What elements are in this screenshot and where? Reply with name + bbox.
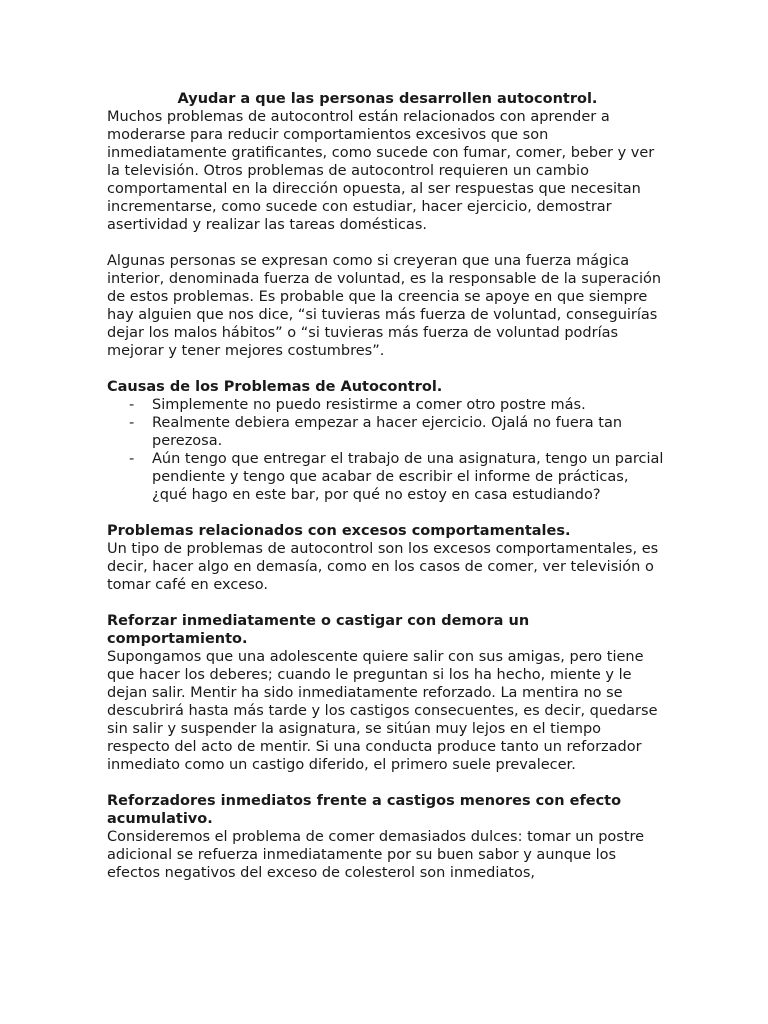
list-item: - Simplemente no puedo resistirme a comer otro postre más. (152, 396, 668, 414)
intro-paragraph-2: Algunas personas se expresan como si creyeran que una fuerza mágica interior, denominada fuerza de voluntad, es la responsable de la superación de estos problemas. Es probable que la creencia se apoye en que siempre hay alguien que nos dice, “si tuvieras más fuerza de voluntad, conseguirías dejar los malos hábitos” o “si tuvieras más fuerza de voluntad podrías mejorar y tener mejores costumbres”. (107, 253, 662, 359)
section-body-reforzadores: Consideremos el problema de comer demasiados dulces: tomar un postre adicional se refuerza inmediatamente por su buen sabor y aunque los efectos negativos del exceso de colesterol son inmediatos, (107, 829, 645, 881)
spacer (107, 594, 668, 612)
list-item: - Aún tengo que entregar el trabajo de una asignatura, tengo un parcial pendiente y tengo que acabar de escribir el informe de prácticas, ¿qué hago en este bar, por qué no estoy en casa estudiando? (152, 450, 668, 504)
section-heading-causas: Causas de los Problemas de Autocontrol. (107, 379, 443, 395)
spacer (107, 360, 668, 378)
section-heading-excesos: Problemas relacionados con excesos comportamentales. (107, 523, 571, 539)
spacer (107, 504, 668, 522)
section-body-excesos: Un tipo de problemas de autocontrol son los excesos comportamentales, es decir, hacer algo en demasía, como en los casos de comer, ver televisión o tomar café en exceso. (107, 541, 659, 593)
spacer (107, 774, 668, 792)
list-item: - Realmente debiera empezar a hacer ejercicio. Ojalá no fuera tan perezosa. (152, 414, 668, 450)
spacer (107, 234, 668, 252)
document-title: Ayudar a que las personas desarrollen autocontrol. (177, 91, 598, 107)
section-heading-reforzar: Reforzar inmediatamente o castigar con demora un comportamiento. (107, 613, 530, 647)
section-body-reforzar: Supongamos que una adolescente quiere salir con sus amigas, pero tiene que hacer los deberes; cuando le preguntan si los ha hecho, miente y le dejan salir. Mentir ha sido inmediatamente reforzado. La mentira no se descubrirá hasta más tarde y los castigos consecuentes, es decir, quedarse sin salir y suspender la asignatura, se sitúan muy lejos en el tiempo respecto del acto de mentir. Si una conducta produce tanto un reforzador inmediato como un castigo diferido, el primero suele prevalecer. (107, 649, 658, 773)
causas-list (107, 396, 668, 504)
intro-paragraph-1: Muchos problemas de autocontrol están relacionados con aprender a moderarse para reducir comportamientos excesivos que son inmediatamente gratificantes, como sucede con fumar, comer, beber y ver la televisión. Otros problemas de autocontrol requieren un cambio comportamental en la dirección opuesta, al ser respuestas que necesitan incrementarse, como sucede con estudiar, hacer ejercicio, demostrar asertividad y realizar las tareas domésticas. (107, 109, 655, 233)
section-heading-reforzadores: Reforzadores inmediatos frente a castigos menores con efecto acumulativo. (107, 793, 622, 827)
